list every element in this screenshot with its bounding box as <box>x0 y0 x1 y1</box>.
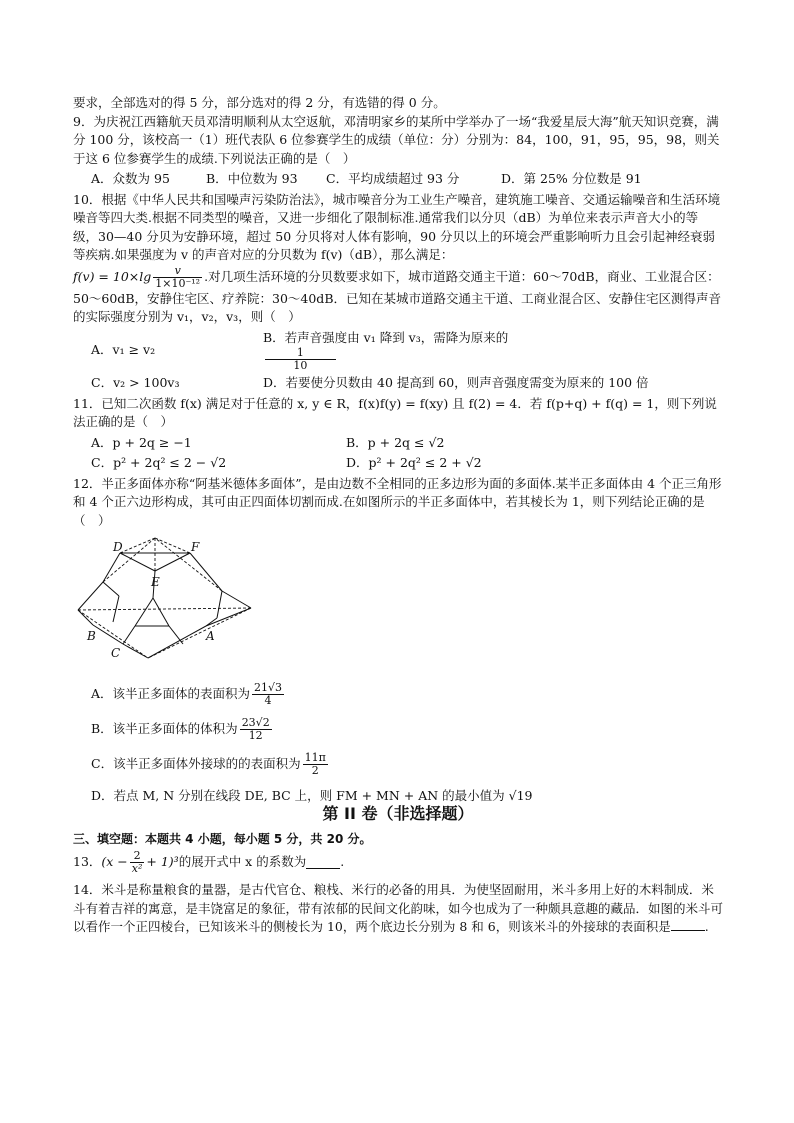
question-10-options-cd <box>73 374 723 393</box>
q10-b-den: 10 <box>293 359 308 372</box>
q13-text: 的展开式中 x 的系数为 <box>178 854 307 870</box>
hidden-edge-apex-left <box>120 538 155 553</box>
q13-expr-b: + 1)³ <box>146 854 179 870</box>
edge-left-b <box>78 610 93 625</box>
edge-bc <box>93 625 123 644</box>
question-10-options-ab <box>73 329 723 373</box>
edge-a-right <box>206 608 251 626</box>
q12-b-den: 12 <box>248 728 263 742</box>
q11-option-a[interactable]: A．p + 2q ≥ −1 <box>91 434 192 450</box>
q12-option-d[interactable] <box>73 787 723 806</box>
hidden-edge-left-apex <box>103 538 155 582</box>
q10-option-b-fraction <box>265 347 399 372</box>
q14-answer-blank[interactable] <box>671 918 705 931</box>
q9-option-c[interactable]: C．平均成绩超过 93 分 <box>326 171 460 186</box>
truncated-tetrahedron-diagram <box>73 536 273 666</box>
label-d: D <box>113 540 123 554</box>
q14-period: . <box>704 919 709 934</box>
edge-inner-3 <box>135 598 153 626</box>
q10-option-a[interactable]: A．v₁ ≥ v₂ <box>91 342 156 357</box>
label-f: F <box>191 540 200 554</box>
q12-option-c-fraction <box>303 752 328 777</box>
label-c: C <box>111 646 121 660</box>
formula-numerator: v <box>153 265 202 278</box>
label-b: B <box>87 629 96 643</box>
formula-lhs: f(v) = 10×lg <box>73 268 152 284</box>
q12-option-b-text: B．该半正多面体的体积为 <box>91 720 238 736</box>
q12-option-c-text: C．该半正多面体外接球的的表面积为 <box>91 755 301 771</box>
edge-left-lower <box>78 582 103 610</box>
edge-inner-1 <box>103 582 119 596</box>
exam-page <box>73 94 723 937</box>
q10-option-b-text: B．若声音强度由 v₁ 降到 v₃，需降为原来的 <box>263 329 509 345</box>
question-14 <box>73 881 723 937</box>
question-9-stem: 9．为庆祝江西籍航天员邓清明顺利从太空返航，邓清明家乡的某所中学举办了一场“我爱星辰大海”航天知识竞赛，满分 100 分，该校高一（1）班代表队 6 位参赛学生的成绩（单位：分）分别为：84，100，91，95，95，98，则关于这 6 位参赛学生的成绩.下列说法正确的是（ ） <box>73 113 720 166</box>
q10-b-num: 1 <box>265 347 336 360</box>
q13-period: . <box>340 854 345 870</box>
question-10-formula <box>73 265 723 327</box>
q13-expr-a: (x − <box>101 854 128 870</box>
edge-f-right <box>190 553 222 591</box>
question-12-stem: 12．半正多面体亦称“阿基米德体多面体”，是由边数不全相同的正多边形为面的多面体.某半正多面体由 4 个正三角形和 4 个正六边形构成，其可由正四面体切割而成.在如图所示的半正多面体中，若其棱长为 1，则下列结论正确的是（ ） <box>73 475 722 528</box>
q12-b-num: 23√2 <box>241 715 270 729</box>
q10-option-b[interactable] <box>263 329 530 373</box>
q13-answer-blank[interactable] <box>306 856 340 869</box>
label-e: E <box>151 575 160 589</box>
q9-option-d[interactable]: D．第 25% 分位数是 91 <box>501 171 642 186</box>
question-9-options <box>73 170 723 189</box>
q13-fraction <box>130 850 145 875</box>
edge-inner-6 <box>123 626 135 644</box>
q14-stem: 14．米斗是称量粮食的量器，是古代官仓、粮栈、米行的必备的用具．为使坚固耐用，米斗多用上好的木料制成．米斗有着吉祥的寓意，是丰饶富足的象征，带有浓郁的民间文化韵味，如今也成为了一种颇具意趣的藏品．如图的米斗可以看作一个正四棱台，已知该米斗的侧棱长为 10，两个底边长分别为 8 和 6，则该米斗的外接球的表面积是 <box>73 882 724 934</box>
q12-a-den: 4 <box>264 693 272 707</box>
intro-line: 要求，全部选对的得 5 分，部分选对的得 2 分，有选错的得 0 分。 <box>73 95 446 110</box>
q10-option-d[interactable]: D．若要使分贝数由 40 提高到 60，则声音强度需变为原来的 100 倍 <box>263 375 649 390</box>
q12-c-den: 2 <box>311 763 319 777</box>
q12-option-a[interactable] <box>73 682 723 707</box>
question-11-options-ab <box>73 434 723 453</box>
q12-a-num: 21√3 <box>254 680 283 694</box>
q11-option-d[interactable]: D．p² + 2q² ≤ 2 + √2 <box>346 455 482 470</box>
question-10-stem: 10．根据《中华人民共和国噪声污染防治法》，城市噪音分为工业生产噪音，建筑施工噪音、交通运输噪音和生活环境噪音等四大类.根据不同类型的噪音，又进一步细化了限制标准.通常我们以分贝（dB）为单位来表示声音大小的等级，30—40 分贝为安静环境，超过 50 分贝将对人体有影响，90 分贝以上的环境会严重影响听力且会引起神经衰弱等疾病.如果强度为 v 的声音对应的分贝数为 f(v)（dB），那么满足： <box>73 191 721 262</box>
q9-option-a[interactable]: A．众数为 95 <box>91 171 170 186</box>
q10-option-c[interactable]: C．v₂ > 100v₃ <box>91 375 180 390</box>
q12-option-a-fraction <box>252 682 284 707</box>
formula-rest: .对几项生活环境的分贝数要求如下，城市道路交通主干道：60～70dB，商业、工业混合区：50～60dB，安静住宅区、疗养院：30～40dB．已知在某城市道路交通主干道、工商业混合区、安静住宅区测得声音的实际强度分别为 v₁，v₂，v₃，则（ ） <box>73 268 722 324</box>
q12-option-b-fraction <box>240 717 272 742</box>
edge-inner-8 <box>217 591 222 618</box>
question-13 <box>73 850 723 875</box>
q9-option-b[interactable]: B．中位数为 93 <box>206 171 298 186</box>
polyhedron-figure <box>73 536 723 672</box>
q11-option-c[interactable]: C．p² + 2q² ≤ 2 − √2 <box>91 455 227 470</box>
q12-option-b[interactable] <box>73 717 723 742</box>
section-3-title: 三、填空题：本题共 4 小题，每小题 5 分，共 20 分。 <box>73 831 372 846</box>
hidden-edge-horizontal <box>78 608 251 610</box>
q13-num: 2 <box>130 850 145 863</box>
q12-option-d-text: D．若点 M, N 分别在线段 DE, BC 上，则 FM + MN + AN 的最小值为 √19 <box>91 787 533 803</box>
q11-option-b[interactable]: B．p + 2q ≤ √2 <box>346 434 445 450</box>
edge-d-left <box>103 553 120 582</box>
question-11-options-cd <box>73 454 723 473</box>
q13-den: x² <box>131 862 143 875</box>
edge-inner-2 <box>113 596 119 622</box>
q13-number: 13． <box>73 854 102 870</box>
formula-denominator: 1×10⁻¹² <box>155 276 201 290</box>
label-a: A <box>206 629 215 643</box>
q12-option-a-text: A．该半正多面体的表面积为 <box>91 685 251 701</box>
question-11-stem: 11．已知二次函数 f(x) 满足对于任意的 x, y ∈ R，f(x)f(y) = f(xy) 且 f(2) = 4．若 f(p+q) + f(q) = 1，则下列说法正确的是（ ） <box>73 395 717 429</box>
q12-c-num: 11π <box>304 750 326 764</box>
section-2-title: 第 II 卷（非选择题） <box>322 804 474 823</box>
q12-option-c[interactable] <box>73 752 723 777</box>
edge-de <box>120 553 155 571</box>
hidden-edge-right-apex <box>155 538 222 591</box>
edge-inner-7 <box>169 626 183 644</box>
edge-right-upper <box>222 591 251 608</box>
hidden-edge-apex-right <box>155 538 190 553</box>
edge-inner-4 <box>153 598 169 626</box>
edge-bottom-a <box>148 626 206 658</box>
formula-fraction <box>153 265 202 290</box>
